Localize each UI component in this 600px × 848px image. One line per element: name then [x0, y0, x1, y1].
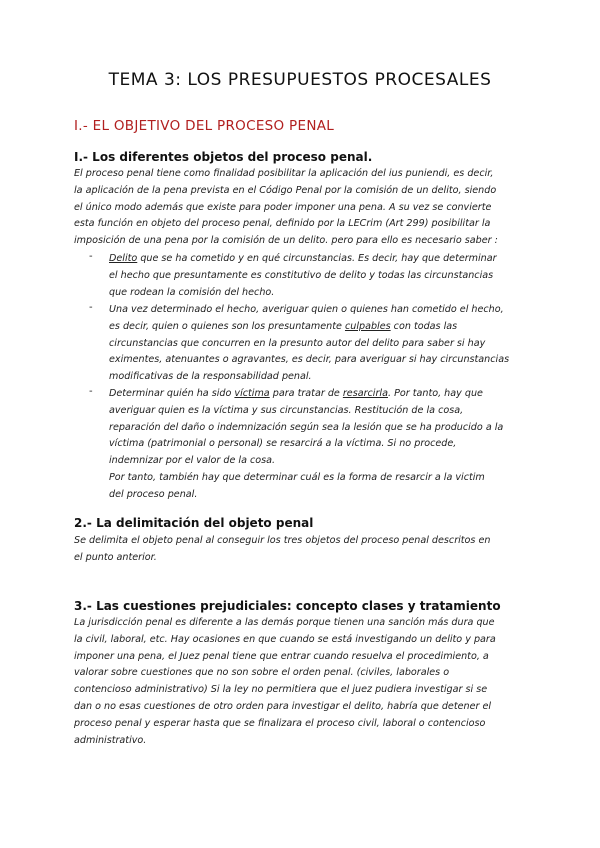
prejudicial-paragraph — [74, 615, 532, 749]
text-fragment: con todas las — [390, 320, 458, 332]
text-line: proceso penal y esperar hasta que se finalizara el proceso civil, laboral o contencioso — [74, 717, 486, 729]
underlined-term: resarcirla — [342, 388, 388, 399]
page-title: TEMA 3: LOS PRESUPUESTOS PROCESALES — [108, 70, 492, 90]
text-line: esta función en objeto del proceso penal, definido por la LECrim (Art 299) posibilitar la — [74, 218, 491, 230]
section-heading: I.- EL OBJETIVO DEL PROCESO PENAL — [74, 118, 335, 134]
bullet-item-delito — [109, 251, 539, 301]
bullet-item-victima — [109, 386, 539, 504]
intro-paragraph — [74, 166, 532, 250]
bullet-marker: - — [89, 386, 93, 397]
text-line: valorar sobre cuestiones que no son sobre el orden penal. (civiles, laborales o — [74, 667, 450, 679]
text-line: la aplicación de la pena prevista en el Código Penal por la comisión de un delito, siendo — [74, 184, 497, 196]
text-line: Se delimita el objeto penal al conseguir los tres objetos del proceso penal descritos en — [74, 535, 491, 546]
text-line: modificativas de la responsabilidad penal. — [109, 371, 312, 383]
text-fragment: es decir, quien o quienes son los presuntamente — [109, 320, 345, 332]
text-line: el punto anterior. — [74, 551, 157, 563]
underlined-term: culpables — [344, 320, 391, 332]
text-line: Por tanto, también hay que determinar cuál es la forma de resarcir a la victim — [109, 471, 485, 483]
text-line: imponer una pena, el Juez penal tiene que entrar cuando resuelva el procedimiento, a — [74, 650, 489, 662]
text-line: circunstancias que concurren en la presunto autor del delito para saber si hay — [109, 337, 486, 349]
subsection-heading-1: I.- Los diferentes objetos del proceso penal. — [74, 150, 373, 164]
text-fragment: que se ha cometido y en qué circunstancias. Es decir, hay que determinar — [137, 253, 497, 264]
subsection-heading-2: 2.- La delimitación del objeto penal — [74, 516, 314, 530]
text-fragment: Determinar quién ha sido — [109, 388, 235, 399]
text-line: La jurisdicción penal es diferente a las demás porque tienen una sanción más dura que — [74, 617, 495, 628]
text-fragment: para tratar de — [269, 388, 343, 399]
text-line: contencioso administrativo) Si la ley no permitiera que el juez pudiera investigar si se — [74, 684, 488, 696]
text-line: el único modo además que existe para poder imponer una pena. A su vez se convierte — [74, 201, 492, 213]
text-line: el hecho que presuntamente es constitutivo de delito y todas las circunstancias — [109, 269, 494, 281]
text-line: víctima (patrimonial o personal) se resarcirá a la víctima. Si no procede, — [109, 438, 457, 450]
underlined-term: Delito — [109, 253, 138, 264]
bullet-item-culpables — [109, 302, 539, 386]
text-fragment: . Por tanto, hay que — [387, 388, 483, 399]
text-line: eximentes, atenuantes o agravantes, es decir, para averiguar si hay circunstancias — [109, 354, 510, 366]
text-line: El proceso penal tiene como finalidad posibilitar la aplicación del ius puniendi, es decir, — [74, 168, 494, 179]
text-line: del proceso penal. — [109, 488, 198, 500]
delimitation-paragraph — [74, 533, 532, 567]
bullet-marker: - — [89, 251, 93, 262]
subsection-heading-3: 3.- Las cuestiones prejudiciales: concepto clases y tratamiento — [74, 599, 501, 613]
text-line: Una vez determinado el hecho, averiguar quien o quienes han cometido el hecho, — [109, 304, 504, 315]
text-line: dan o no esas cuestiones de otro orden para investigar el delito, habría que detener el — [74, 700, 492, 712]
text-line: imposición de una pena por la comisión de un delito. pero para ello es necesario saber : — [74, 235, 498, 247]
text-line: reparación del daño o indemnización según sea la lesión que se ha producido a la — [109, 421, 504, 433]
underlined-term: víctima — [234, 388, 270, 399]
text-line: que rodean la comisión del hecho. — [109, 286, 275, 298]
text-line: indemnizar por el valor de la cosa. — [109, 455, 276, 467]
text-line: averiguar quien es la víctima y sus circunstancias. Restitución de la cosa, — [109, 404, 464, 416]
text-line — [109, 251, 539, 268]
text-line — [109, 386, 539, 403]
text-line — [109, 319, 539, 336]
text-line: administrativo. — [74, 734, 147, 746]
text-line: la civil, laboral, etc. Hay ocasiones en que cuando se está investigando un delito y para — [74, 633, 496, 645]
bullet-marker: - — [89, 302, 93, 313]
